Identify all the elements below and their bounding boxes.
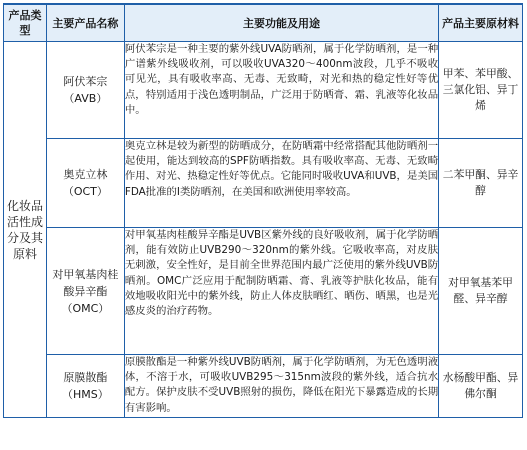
table-body bbox=[4, 42, 523, 418]
product-abbr: （AVB） bbox=[63, 92, 108, 105]
product-name: 奥克立林 bbox=[63, 168, 108, 181]
header-row bbox=[4, 4, 523, 42]
header-category: 产品类型 bbox=[4, 4, 47, 42]
material-cell: 二苯甲酮、异辛醇 bbox=[439, 139, 523, 228]
material-cell: 水杨酸甲酯、异佛尔酮 bbox=[439, 355, 523, 418]
description-cell: 原膜散酯是一种紫外线UVB防晒剂，属于化学防晒剂，为无色透明液体，不溶于水，可吸收UVB295～315nm波段的紫外线，适合抗水配方。保护皮肤不受UVB照射的损伤，降低在阳光下暴露造成的长期有害影响。 bbox=[124, 355, 438, 418]
material-cell: 甲苯、苯甲酸、三氯化铝、异丁烯 bbox=[439, 42, 523, 139]
product-name: 原膜散酯 bbox=[63, 371, 108, 384]
product-name-cell bbox=[46, 139, 124, 228]
header-product-name: 主要产品名称 bbox=[46, 4, 124, 42]
product-name-cell bbox=[46, 228, 124, 355]
table-row bbox=[4, 139, 523, 228]
description-cell: 奥克立林是较为新型的防晒成分，在防晒霜中经常搭配其他防晒剂一起使用，能达到较高的SPF防晒指数。具有吸收率高、无毒、无致畸作用、对光、热稳定性好等优点。它能同时吸收UVA和UVB，是美国FDA批准的I类防晒剂，在美国和欧洲使用率较高。 bbox=[124, 139, 438, 228]
product-name: 对甲氧基肉桂酸异辛酯 bbox=[52, 267, 119, 298]
product-name: 阿伏苯宗 bbox=[63, 75, 108, 88]
header-function: 主要功能及用途 bbox=[124, 4, 438, 42]
description-cell: 阿伏苯宗是一种主要的紫外线UVA防晒剂，属于化学防晒剂，是一种广谱紫外线吸收剂，可以吸收UVA320～400nm波段，几乎不吸收可见光，具有吸收率高、无毒、无致畸，对光和热的稳定性好等优点，特别适用于浅色透明制品，广泛用于防晒膏、霜、乳液等化妆品中。 bbox=[124, 42, 438, 139]
product-table bbox=[3, 3, 523, 418]
table-row bbox=[4, 42, 523, 139]
category-cell: 化妆品活性成分及其原料 bbox=[4, 42, 47, 418]
product-name-cell bbox=[46, 355, 124, 418]
table-header bbox=[4, 4, 523, 42]
header-material: 产品主要原材料 bbox=[439, 4, 523, 42]
product-abbr: （HMS） bbox=[62, 388, 109, 401]
product-abbr: （OMC） bbox=[61, 301, 110, 315]
description-cell: 对甲氧基肉桂酸异辛酯是UVB区紫外线的良好吸收剂，属于化学防晒剂，能有效防止UVB290～320nm的紫外线。它吸收率高，对皮肤无刺激，安全性好，是目前全世界范围内最广泛使用的紫外线UVB防晒剂。OMC广泛应用于配制防晒霜、膏、乳液等护肤化妆品，能有效地吸收阳光中的紫外线，防止人体皮肤晒红、晒伤、晒黑，也是光感皮炎的治疗药物。 bbox=[124, 228, 438, 355]
product-name-cell bbox=[46, 42, 124, 139]
material-cell: 对甲氧基苯甲醛、异辛醇 bbox=[439, 228, 523, 355]
product-abbr: （OCT） bbox=[62, 185, 108, 198]
table-row bbox=[4, 228, 523, 355]
table-row bbox=[4, 355, 523, 418]
